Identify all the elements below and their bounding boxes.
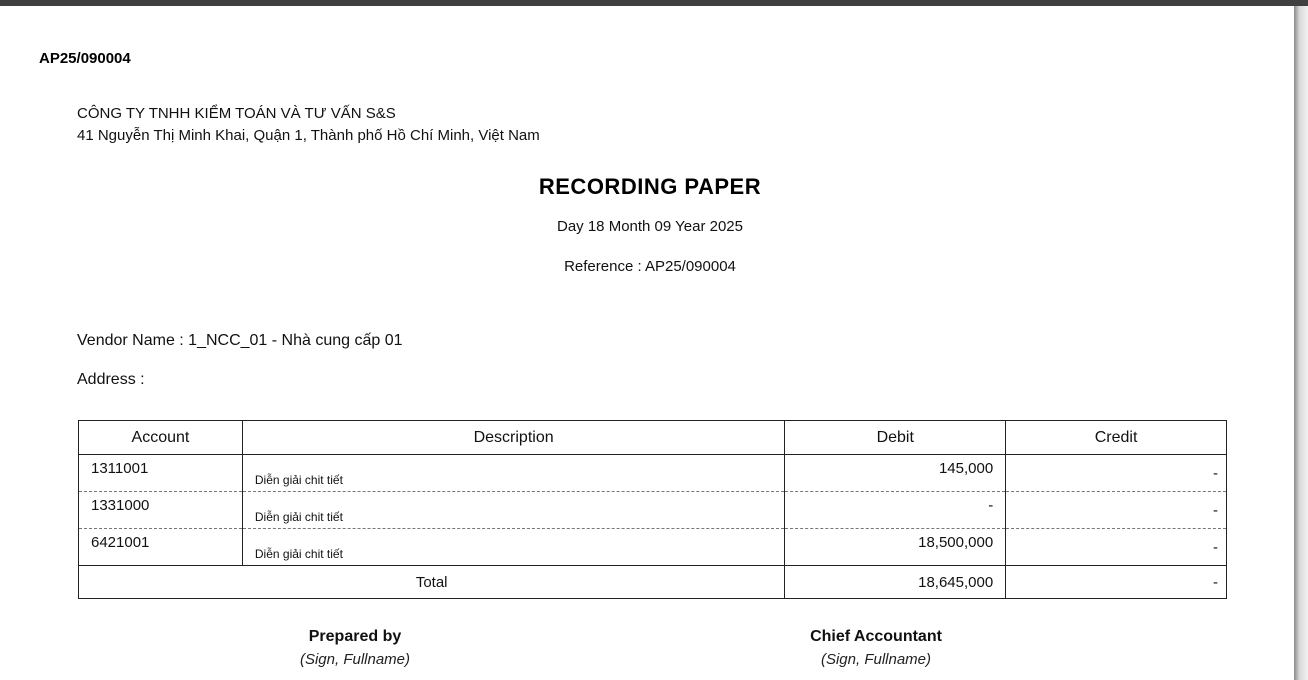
document-date: Day 18 Month 09 Year 2025	[557, 218, 743, 235]
row-description: Diễn giải chit tiết	[242, 492, 784, 529]
recording-paper-page	[0, 6, 1294, 680]
chief-accountant-label: Chief Accountant	[810, 628, 942, 645]
table-row	[79, 529, 1227, 566]
table-row	[79, 455, 1227, 492]
document-reference: Reference : AP25/090004	[564, 258, 736, 275]
total-row	[79, 566, 1227, 599]
company-name: CÔNG TY TNHH KIỂM TOÁN VÀ TƯ VẤN S&S	[77, 105, 396, 122]
prepared-by-label: Prepared by	[308, 628, 402, 645]
document-title: RECORDING PAPER	[538, 174, 762, 199]
row-description: Diễn giải chit tiết	[242, 529, 784, 566]
header-debit: Debit	[785, 421, 1006, 455]
row-debit: -	[785, 492, 1006, 529]
row-credit: -	[1006, 529, 1227, 566]
vendor-name: Vendor Name : 1_NCC_01 - Nhà cung cấp 01	[77, 332, 403, 349]
row-account: 1331000	[79, 492, 243, 529]
header-account: Account	[79, 421, 243, 455]
document-code: AP25/090004	[39, 50, 131, 67]
header-credit: Credit	[1006, 421, 1227, 455]
row-account: 6421001	[79, 529, 243, 566]
total-label: Total	[79, 566, 785, 599]
row-credit: -	[1006, 455, 1227, 492]
row-debit: 145,000	[785, 455, 1006, 492]
total-debit: 18,645,000	[785, 566, 1006, 599]
company-address: 41 Nguyễn Thị Minh Khai, Quận 1, Thành phố Hồ Chí Minh, Việt Nam	[77, 127, 540, 144]
entries-table	[78, 420, 1227, 599]
row-credit: -	[1006, 492, 1227, 529]
row-description: Diễn giải chit tiết	[242, 455, 784, 492]
header-description: Description	[242, 421, 784, 455]
vendor-address: Address :	[77, 371, 145, 388]
row-account: 1311001	[79, 455, 243, 492]
total-credit: -	[1006, 566, 1227, 599]
table-header-row	[79, 421, 1227, 455]
chief-accountant-note: (Sign, Fullname)	[820, 651, 932, 668]
row-debit: 18,500,000	[785, 529, 1006, 566]
page-edge-shadow	[1294, 6, 1308, 680]
prepared-by-note: (Sign, Fullname)	[299, 651, 411, 668]
table-row	[79, 492, 1227, 529]
